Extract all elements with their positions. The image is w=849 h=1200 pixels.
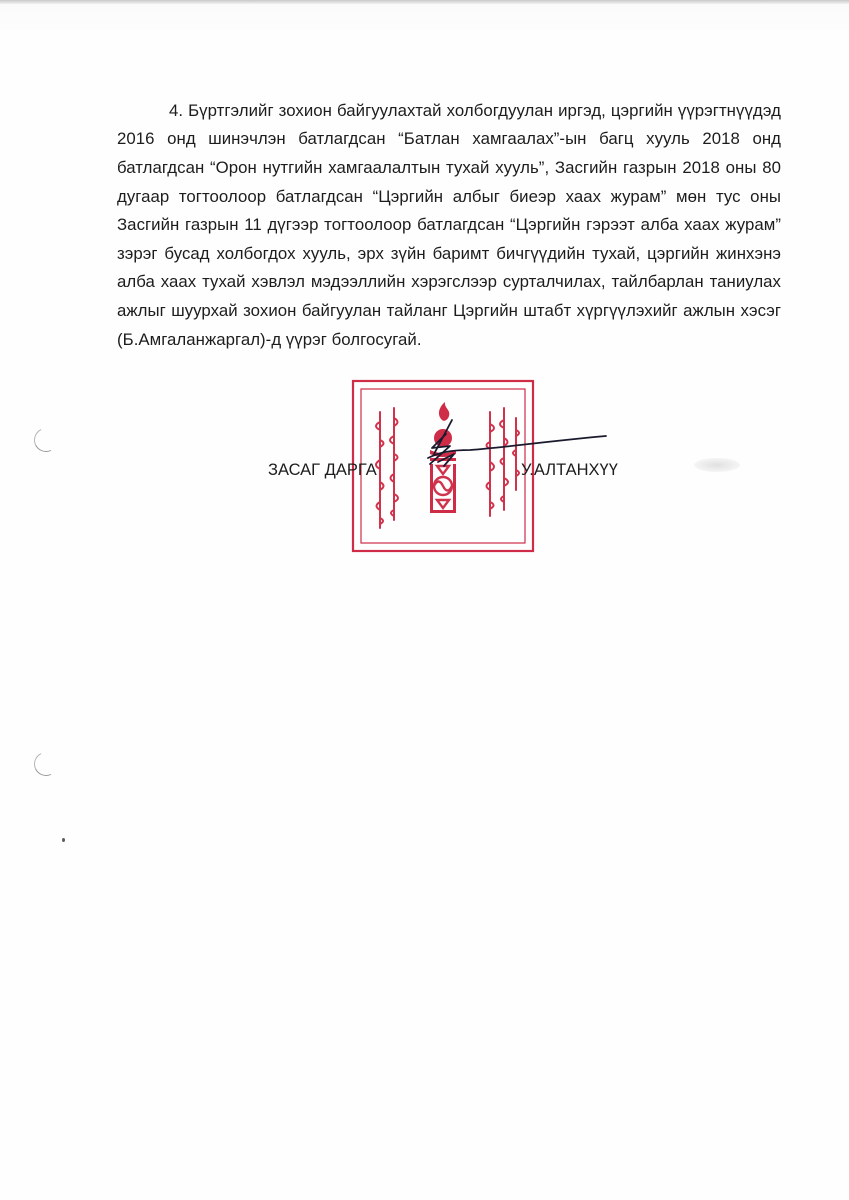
punch-hole-top [31, 425, 62, 456]
signatory-title: ЗАСАГ ДАРГА [268, 461, 377, 479]
signatory-name: У.АЛТАНХҮҮ [521, 461, 618, 479]
resolution-paragraph: 4. Бүртгэлийг зохион байгуулахтай холбогдуулан иргэд, цэргийн үүрэгтнүүдэд 2016 онд шинэчлэн батлагдсан “Батлан хамгаалах”-ын багц хууль 2018 онд батлагдсан “Орон нутгийн хамгаалалтын тухай хууль”, Засгийн газрын 2018 оны 80 дугаар тогтоолоор батлагдсан “Цэргийн албыг биеэр хаах журам” мөн тус оны Засгийн газрын 11 дүгээр тогтоолоор батлагдсан “Цэргийн гэрээт алба хаах журам” зэрэг бусад холбогдох хууль, эрх зүйн баримт бичгүүдийн тухай, цэргийн жинхэнэ алба хаах тухай хэвлэл мэдээллийн хэрэгслээр сурталчилах, тайлбарлан таниулах ажлыг шуурхай зохион байгуулан тайланг Цэргийн штабт хүргүүлэхийг ажлын хэсэг (Б.Амгаланжаргал)-д үүрэг болгосугай. [117, 100, 781, 349]
page-top-edge [0, 0, 849, 4]
paper-speck [62, 838, 65, 842]
punch-hole-bottom [31, 749, 62, 780]
handwritten-signature-icon [410, 414, 610, 484]
paper-smudge [694, 458, 740, 472]
